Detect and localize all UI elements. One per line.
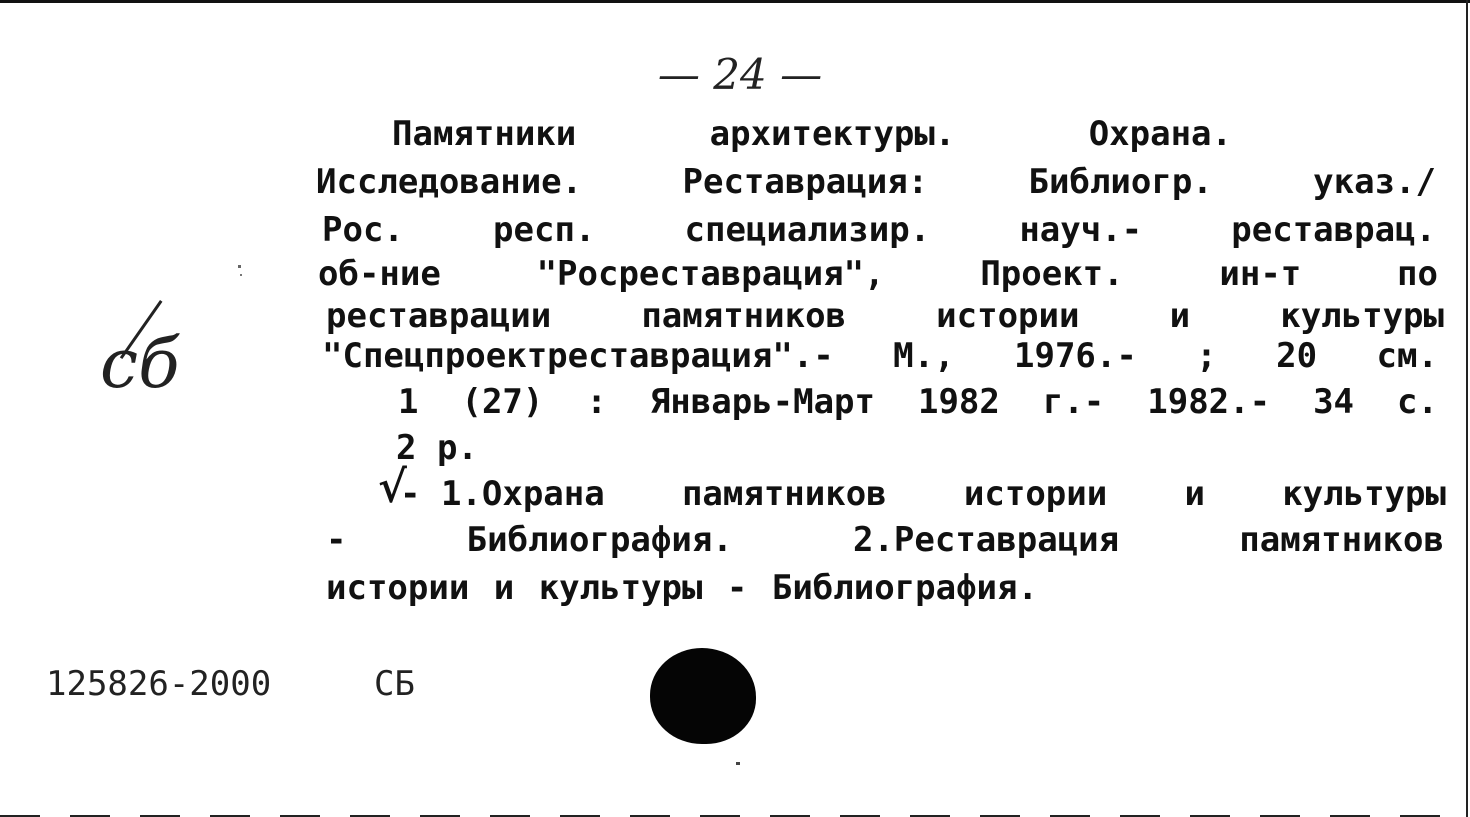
issue-word: (27) (461, 382, 544, 422)
issue-word: : (586, 382, 607, 422)
body-line-5 (322, 336, 1438, 376)
body-word: "Росреставрация", (536, 254, 885, 294)
issue-line (398, 382, 1438, 422)
body-word: Проект. (980, 254, 1124, 294)
body-word: реставрац. (1231, 210, 1436, 250)
margin-note: сб (100, 325, 180, 404)
body-word: 1976.- (1014, 336, 1137, 376)
body-word: памятников (641, 296, 847, 336)
title-word: архитектуры. (709, 114, 956, 154)
issue-word: г.- (1042, 382, 1105, 422)
issue-word: 1982 (917, 382, 1000, 422)
catalog-number: 125826-2000 (46, 664, 272, 704)
subject-word: памятников (681, 474, 887, 514)
body-word: истории (936, 296, 1080, 336)
price: 2 р. (396, 428, 478, 468)
body-word: реставрации (326, 296, 552, 336)
issue-word: Январь-Март (649, 382, 875, 422)
page-number: — 24 — (657, 50, 823, 99)
body-word: специализир. (684, 210, 931, 250)
subject-word: и (1184, 474, 1205, 514)
ink-speck (736, 762, 740, 765)
issue-word: 1 (398, 382, 419, 422)
body-word: "Спецпроектреставрация".- (322, 336, 834, 376)
body-word: науч.- (1019, 210, 1143, 250)
subject-line-3: истории и культуры - Библиография. (326, 568, 1038, 608)
body-word: ; (1196, 336, 1217, 376)
body-word: Библиогр. (1028, 162, 1213, 202)
issue-word: 1982.- (1147, 382, 1271, 422)
ink-speck (238, 265, 241, 268)
card-right-edge (1466, 0, 1468, 817)
subject-line-1 (400, 474, 1446, 514)
body-line-3 (318, 254, 1438, 294)
body-word: и (1169, 296, 1191, 336)
checkmark-icon: √ (378, 462, 407, 513)
body-line-2 (322, 210, 1436, 250)
body-word: указ./ (1313, 162, 1436, 202)
body-word: см. (1376, 336, 1438, 376)
subject-word: - (326, 520, 347, 560)
body-line-1 (316, 162, 1436, 202)
subject-line-2 (326, 520, 1444, 560)
card-top-edge (0, 0, 1470, 3)
catalog-code: СБ (374, 664, 415, 704)
body-word: 20 (1276, 336, 1318, 376)
title-word: Охрана. (1088, 114, 1232, 154)
subject-word: культуры (1282, 474, 1446, 514)
body-word: Исследование. (316, 162, 583, 202)
subject-word: 2.Реставрация (852, 520, 1120, 560)
body-word: ин-т (1219, 254, 1302, 294)
title-word: Памятники (392, 114, 577, 154)
issue-word: 34 (1313, 382, 1355, 422)
title-line (392, 114, 1232, 154)
body-word: Реставрация: (682, 162, 929, 202)
subject-word: истории (963, 474, 1108, 514)
body-word: Рос. (322, 210, 404, 250)
body-word: об-ние (318, 254, 441, 294)
subject-word: памятников (1239, 520, 1444, 560)
subject-word: - 1.Охрана (400, 474, 605, 514)
body-word: респ. (493, 210, 596, 250)
body-line-4 (326, 296, 1444, 336)
body-word: по (1397, 254, 1438, 294)
subject-word: Библиография. (466, 520, 733, 560)
body-word: культуры (1280, 296, 1444, 336)
body-word: М., (893, 336, 955, 376)
issue-word: с. (1397, 382, 1438, 422)
ink-speck (240, 274, 242, 276)
ink-blot (650, 648, 756, 744)
